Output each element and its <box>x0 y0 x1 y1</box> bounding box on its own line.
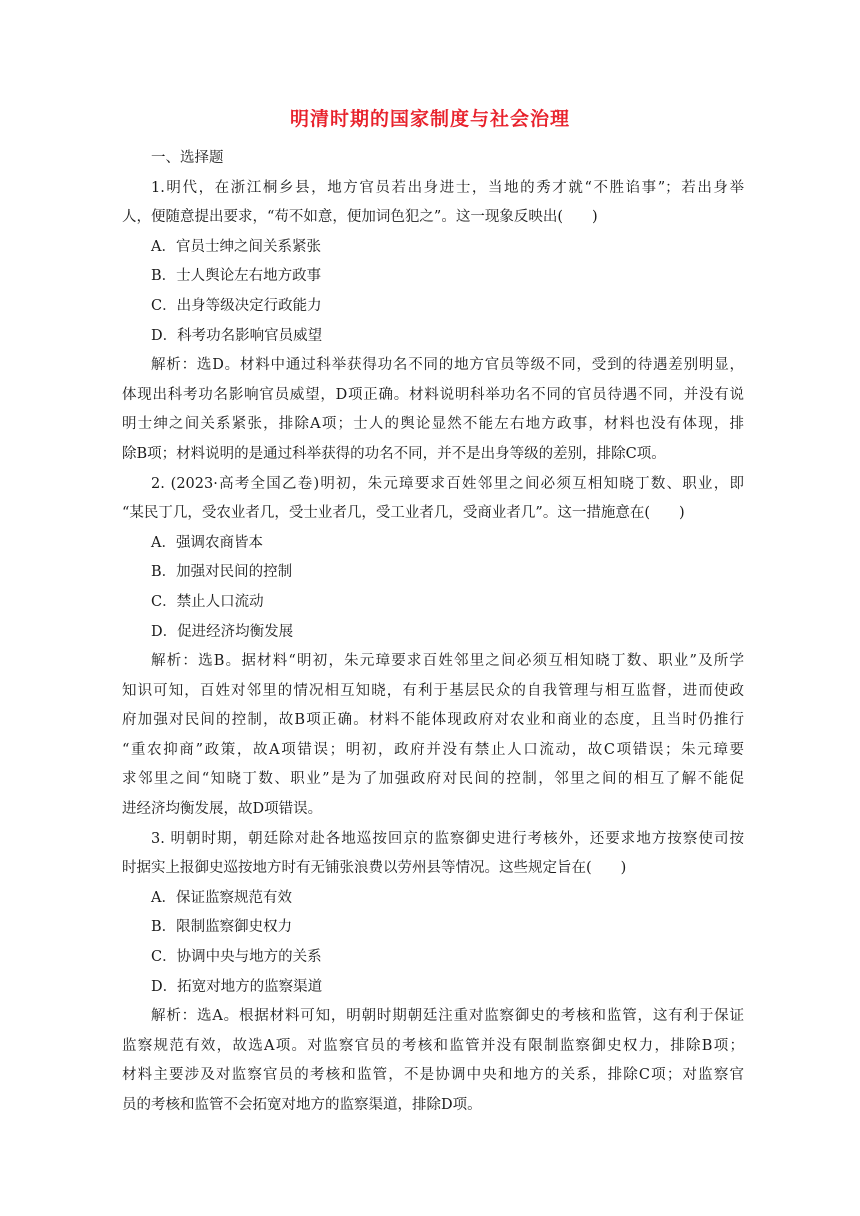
option-d: D．促进经济均衡发展 <box>151 623 294 640</box>
question-1 <box>122 174 744 470</box>
option-d: D．拓宽对地方的监察渠道 <box>151 978 323 995</box>
document-title: 明清时期的国家制度与社会治理 <box>289 108 570 130</box>
analysis-line: 解析：选A。根据材料可知，明朝时期朝廷注重对监察御史的考核和监管，这有利于保证 <box>151 1008 744 1025</box>
document-body <box>122 144 744 1121</box>
option-a: A．官员士绅之间关系紧张 <box>151 238 321 255</box>
option-b: B．加强对民间的控制 <box>151 564 293 581</box>
analysis-line: 监察规范有效，故选A项。对监察官员的考核和监管并没有限制监察御史权力，排除B项； <box>122 1037 744 1054</box>
option-c: C．出身等级决定行政能力 <box>151 297 322 314</box>
analysis-line: 体现出科考功名影响官员威望，D项正确。材料说明科举功名不同的官员待遇不同，并没有说 <box>122 386 744 403</box>
analysis-line: 府加强对民间的控制，故B项正确。材料不能体现政府对农业和商业的态度，且当时仍推行 <box>122 712 744 729</box>
option-b: B．士人舆论左右地方政事 <box>151 268 322 285</box>
question-stem-line: “某民丁几，受农业者几，受士业者几，受工业者几，受商业者几”。这一措施意在( ) <box>122 505 685 522</box>
option-d: D．科考功名影响官员威望 <box>151 327 323 344</box>
question-stem-line: 2. (2023·高考全国乙卷)明初，朱元璋要求百姓邻里之间必须互相知晓丁数、职业，即 <box>151 475 744 492</box>
option-b: B．限制监察御史权力 <box>151 919 293 936</box>
analysis-line: 明士绅之间关系紧张，排除A项；士人的舆论显然不能左右地方政事，材料也没有体现，排 <box>122 416 744 433</box>
question-2 <box>122 470 744 825</box>
option-a: A．强调农商皆本 <box>151 534 263 551</box>
analysis-line: 材料主要涉及对监察官员的考核和监管，不是协调中央和地方的关系，排除C项；对监察官 <box>122 1067 744 1084</box>
analysis-line: 除B项；材料说明的是通过科举获得的功名不同，并不是出身等级的差别，排除C项。 <box>122 445 666 462</box>
analysis-line: “重农抑商”政策，故A项错误；明初，政府并没有禁止人口流动，故C项错误；朱元璋要 <box>122 741 744 758</box>
question-stem-line: 3. 明朝时期，朝廷除对赴各地巡按回京的监察御史进行考核外，还要求地方按察使司按 <box>151 830 744 847</box>
analysis-line: 解析：选D。材料中通过科举获得功名不同的地方官员等级不同，受到的待遇差别明显， <box>151 357 744 374</box>
analysis-line: 员的考核和监管不会拓宽对地方的监察渠道，排除D项。 <box>122 1097 482 1113</box>
question-stem-line: 人，便随意提出要求，“苟不如意，便加词色犯之”。这一现象反映出( ) <box>122 209 598 226</box>
question-3 <box>122 825 744 1121</box>
option-c: C．协调中央与地方的关系 <box>151 949 322 966</box>
question-stem-line: 时据实上报御史巡按地方时有无铺张浪费以劳州县等情况。这些规定旨在( ) <box>122 860 627 877</box>
question-stem-line: 1.明代，在浙江桐乡县，地方官员若出身进士，当地的秀才就“不胜谄事”；若出身举 <box>151 179 744 196</box>
analysis-line: 知识可知，百姓对邻里的情况相互知晓，有利于基层民众的自我管理与相互监督，进而使政 <box>122 682 744 699</box>
analysis-line: 进经济均衡发展，故D项错误。 <box>122 801 323 818</box>
option-c: C．禁止人口流动 <box>151 593 264 610</box>
analysis-line: 解析：选B。据材料“明初，朱元璋要求百姓邻里之间必须互相知晓丁数、职业”及所学 <box>151 653 744 670</box>
analysis-line: 求邻里之间“知晓丁数、职业”是为了加强政府对民间的控制，邻里之间的相互了解不能促 <box>122 771 744 788</box>
option-a: A．保证监察规范有效 <box>151 889 292 906</box>
section-heading: 一、选择题 <box>151 150 224 166</box>
